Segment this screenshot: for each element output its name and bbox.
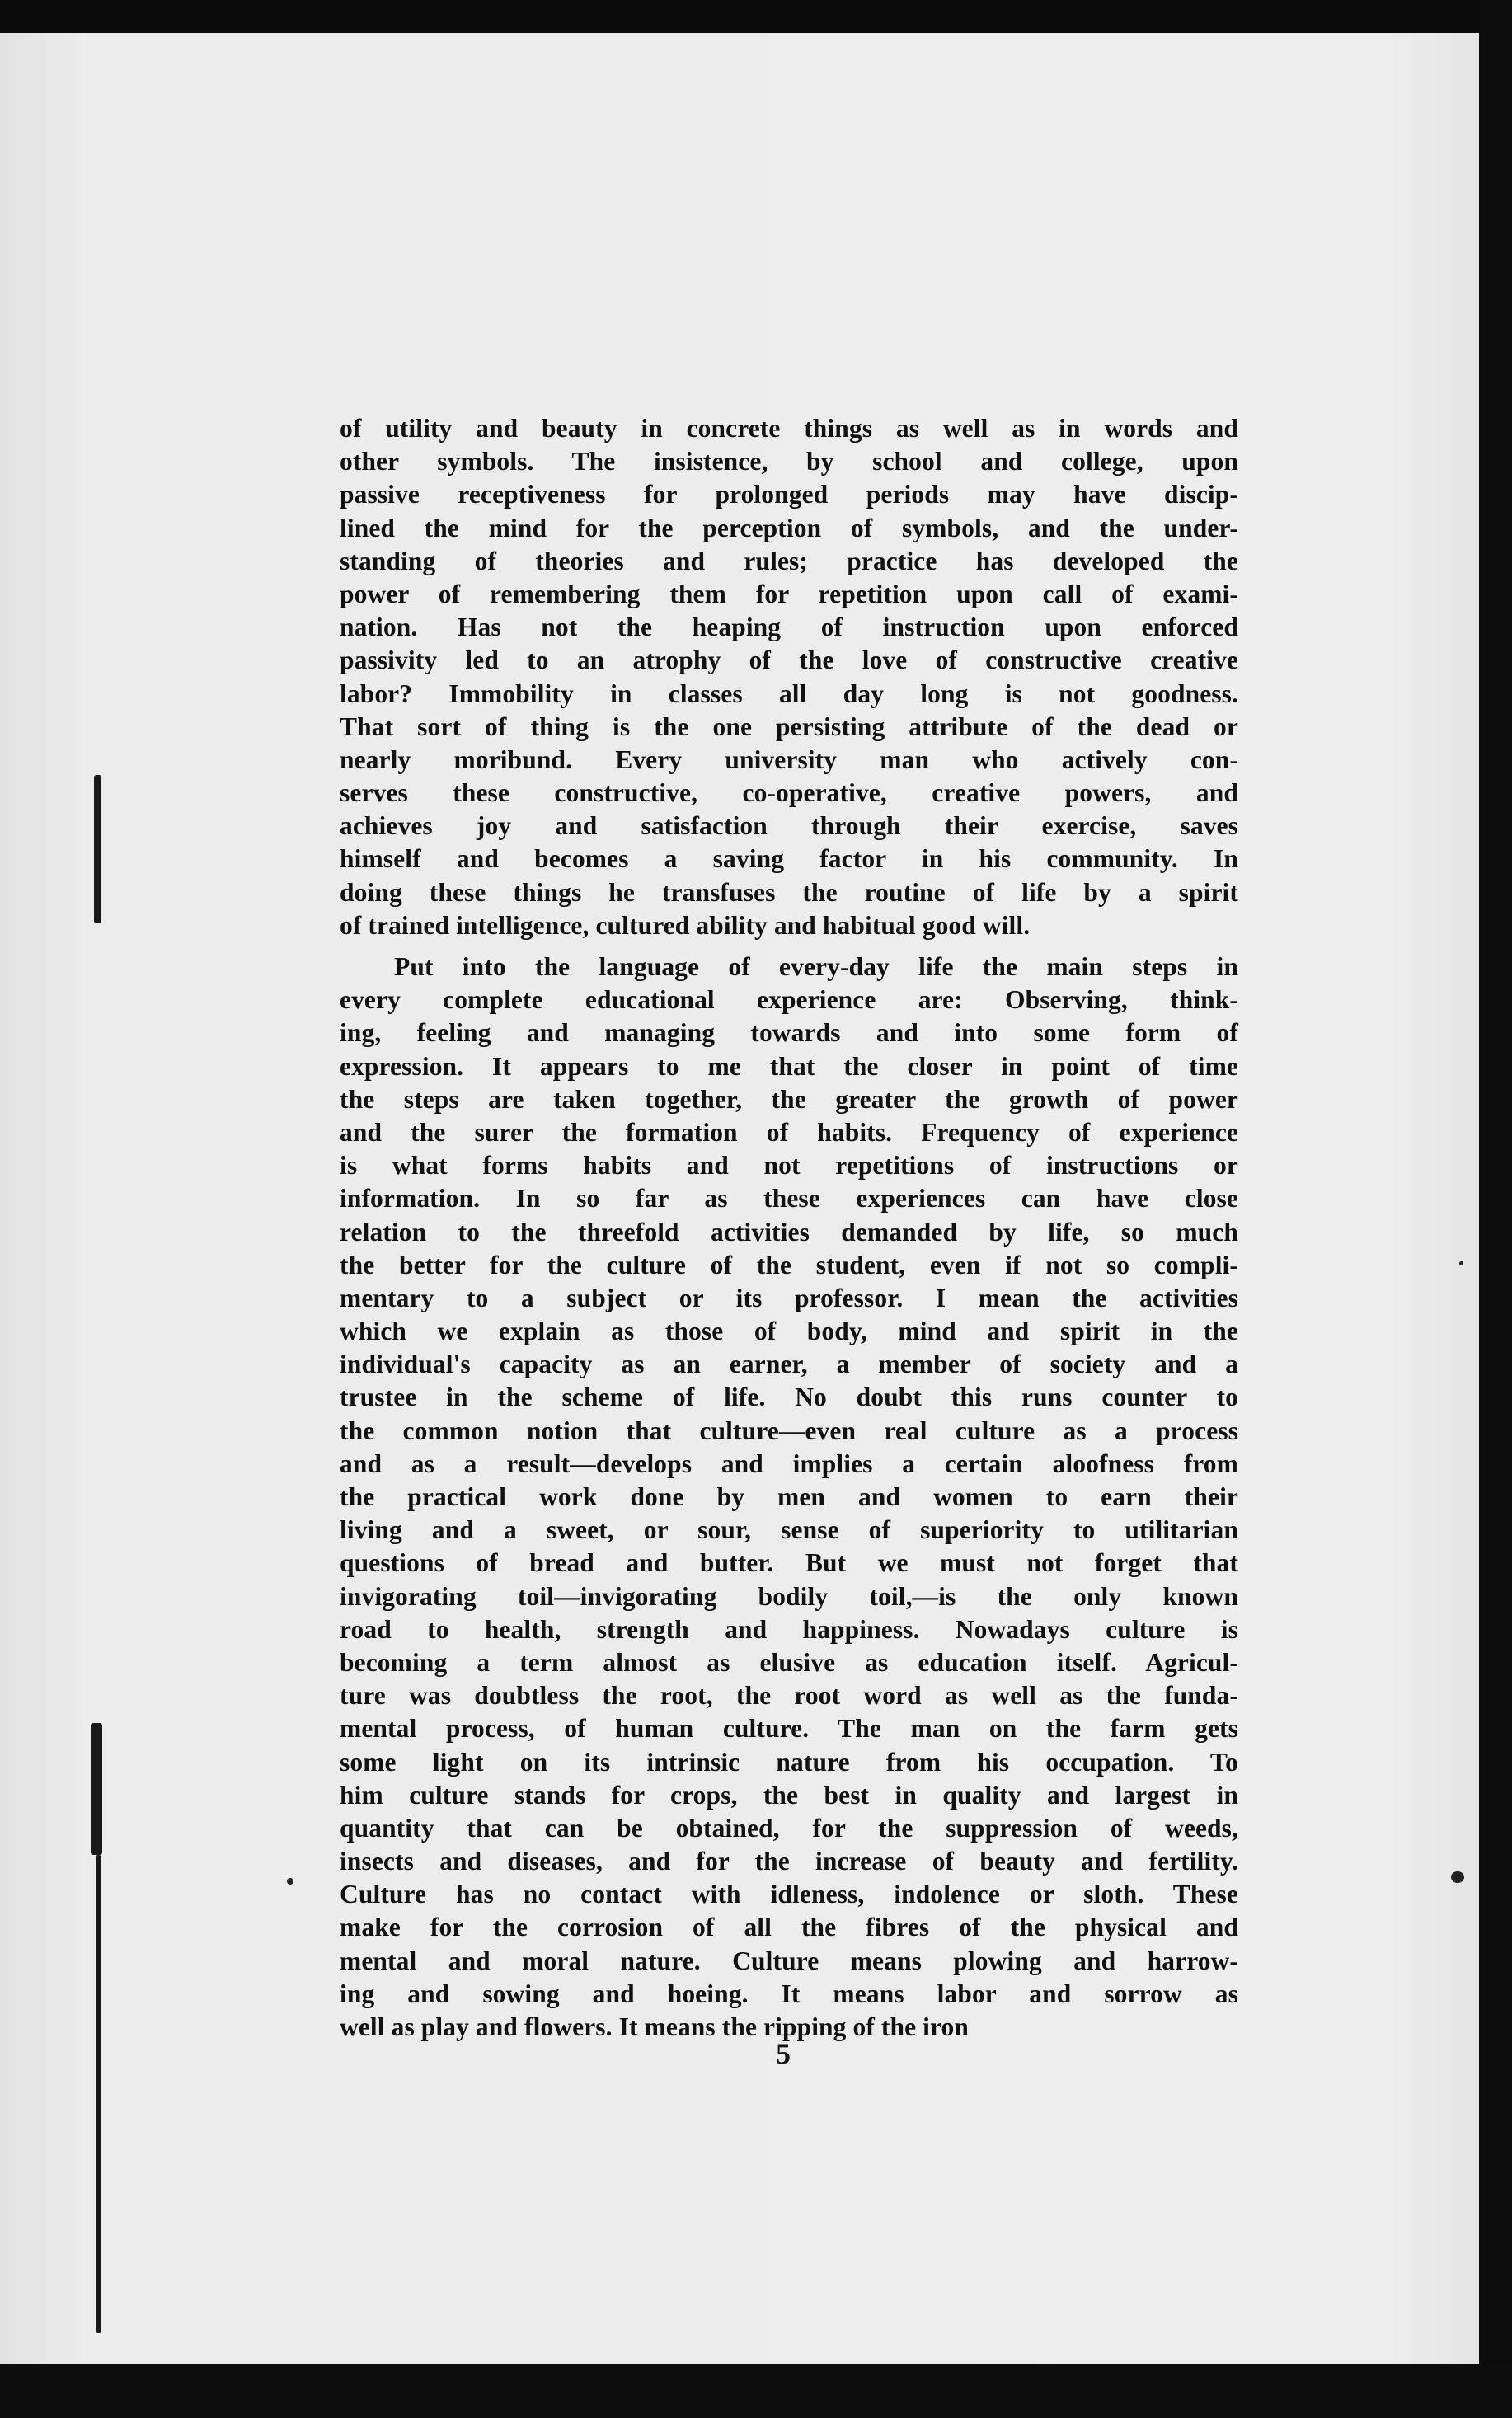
text-line: and the surer the formation of habits. Frequency of experience (340, 1117, 1238, 1147)
text-line: Put into the language of every-day life the main steps in (394, 952, 1238, 981)
text-line: make for the corrosion of all the fibres of the physical and (340, 1913, 1238, 1942)
text-line: other symbols. The insistence, by school and college, upon (340, 447, 1238, 477)
text-line: ture was doubtless the root, the root word as well as the funda- (340, 1681, 1238, 1711)
text-line: passivity led to an atrophy of the love of constructive creative (340, 646, 1238, 675)
text-line: invigorating toil—invigorating bodily toil,—is the only known (340, 1581, 1238, 1611)
paragraph (340, 951, 1238, 2044)
text-line: mental process, of human culture. The man on the farm gets (340, 1714, 1238, 1744)
text-line: himself and becomes a saving factor in his community. In (340, 844, 1238, 874)
page-number: 5 (776, 2037, 791, 2070)
text-line: individual's capacity as an earner, a member of society and a (340, 1350, 1238, 1379)
text-line: labor? Immobility in classes all day long is not goodness. (340, 678, 1238, 708)
scan-speck (1451, 1871, 1464, 1883)
text-line: well as play and flowers. It means the ripping of the iron (340, 2012, 969, 2041)
text-line: nation. Has not the heaping of instruction upon enforced (340, 613, 1238, 642)
text-line: relation to the threefold activities demanded by life, so much (340, 1217, 1238, 1247)
scan-border-bottom (0, 2364, 1512, 2418)
text-line: trustee in the scheme of life. No doubt this runs counter to (340, 1383, 1238, 1412)
text-line: passive receptiveness for prolonged periods may have discip- (340, 480, 1238, 509)
binding-mark (96, 1855, 101, 2333)
text-line: expression. It appears to me that the closer in point of time (340, 1051, 1238, 1081)
text-line: the practical work done by men and women to earn their (340, 1482, 1238, 1511)
text-line: lined the mind for the perception of symbols, and the under- (340, 513, 1238, 542)
text-line: him culture stands for crops, the best in quality and largest in (340, 1780, 1238, 1810)
text-line: quantity that can be obtained, for the suppression of weeds, (340, 1813, 1238, 1843)
text-line: That sort of thing is the one persisting attribute of the dead or (340, 711, 1238, 741)
text-line: nearly moribund. Every university man who actively con- (340, 744, 1238, 774)
text-line: some light on its intrinsic nature from his occupation. To (340, 1747, 1238, 1777)
text-line: serves these constructive, co-operative, creative powers, and (340, 778, 1238, 808)
text-line: achieves joy and satisfaction through their exercise, saves (340, 811, 1238, 841)
text-line: every complete educational experience are: Observing, think- (340, 985, 1238, 1015)
text-line: information. In so far as these experiences can have close (340, 1184, 1238, 1214)
text-line: ing, feeling and managing towards and into some form of (340, 1018, 1238, 1048)
text-line: standing of theories and rules; practice has developed the (340, 546, 1238, 575)
text-line: mentary to a subject or its professor. I mean the activities (340, 1283, 1238, 1312)
text-line: of trained intelligence, cultured ability and habitual good will. (340, 910, 1031, 940)
text-line: living and a sweet, or sour, sense of superiority to utilitarian (340, 1515, 1238, 1545)
text-line: questions of bread and butter. But we must not forget that (340, 1548, 1238, 1578)
scan-border-right (1479, 0, 1512, 2418)
paragraph (340, 412, 1238, 942)
scan-speck (1459, 1261, 1463, 1265)
scan-speck (287, 1878, 293, 1885)
text-line: the steps are taken together, the greater the growth of power (340, 1084, 1238, 1114)
text-line: ing and sowing and hoeing. It means labor and sorrow as (340, 1979, 1238, 2008)
binding-mark (91, 1723, 102, 1855)
document-page (0, 33, 1479, 2366)
text-line: which we explain as those of body, mind and spirit in the (340, 1317, 1238, 1346)
text-line: insects and diseases, and for the increase of beauty and fertility. (340, 1847, 1238, 1876)
text-line: is what forms habits and not repetitions of instructions or (340, 1151, 1238, 1181)
text-line: power of remembering them for repetition upon call of exami- (340, 579, 1238, 608)
text-line: mental and moral nature. Culture means plowing and harrow- (340, 1946, 1238, 1975)
text-line: doing these things he transfuses the routine of life by a spirit (340, 877, 1238, 907)
text-line: becoming a term almost as elusive as education itself. Agricul- (340, 1647, 1238, 1677)
text-line: and as a result—develops and implies a certain aloofness from (340, 1448, 1238, 1478)
text-line: road to health, strength and happiness. Nowadays culture is (340, 1614, 1238, 1644)
text-line: of utility and beauty in concrete things as well as in words and (340, 414, 1238, 443)
body-text (340, 412, 1238, 2052)
text-line: the common notion that culture—even real culture as a process (340, 1416, 1238, 1445)
binding-mark (94, 775, 101, 923)
text-line: the better for the culture of the student, even if not so compli- (340, 1250, 1238, 1279)
text-line: Culture has no contact with idleness, indolence or sloth. These (340, 1880, 1238, 1909)
